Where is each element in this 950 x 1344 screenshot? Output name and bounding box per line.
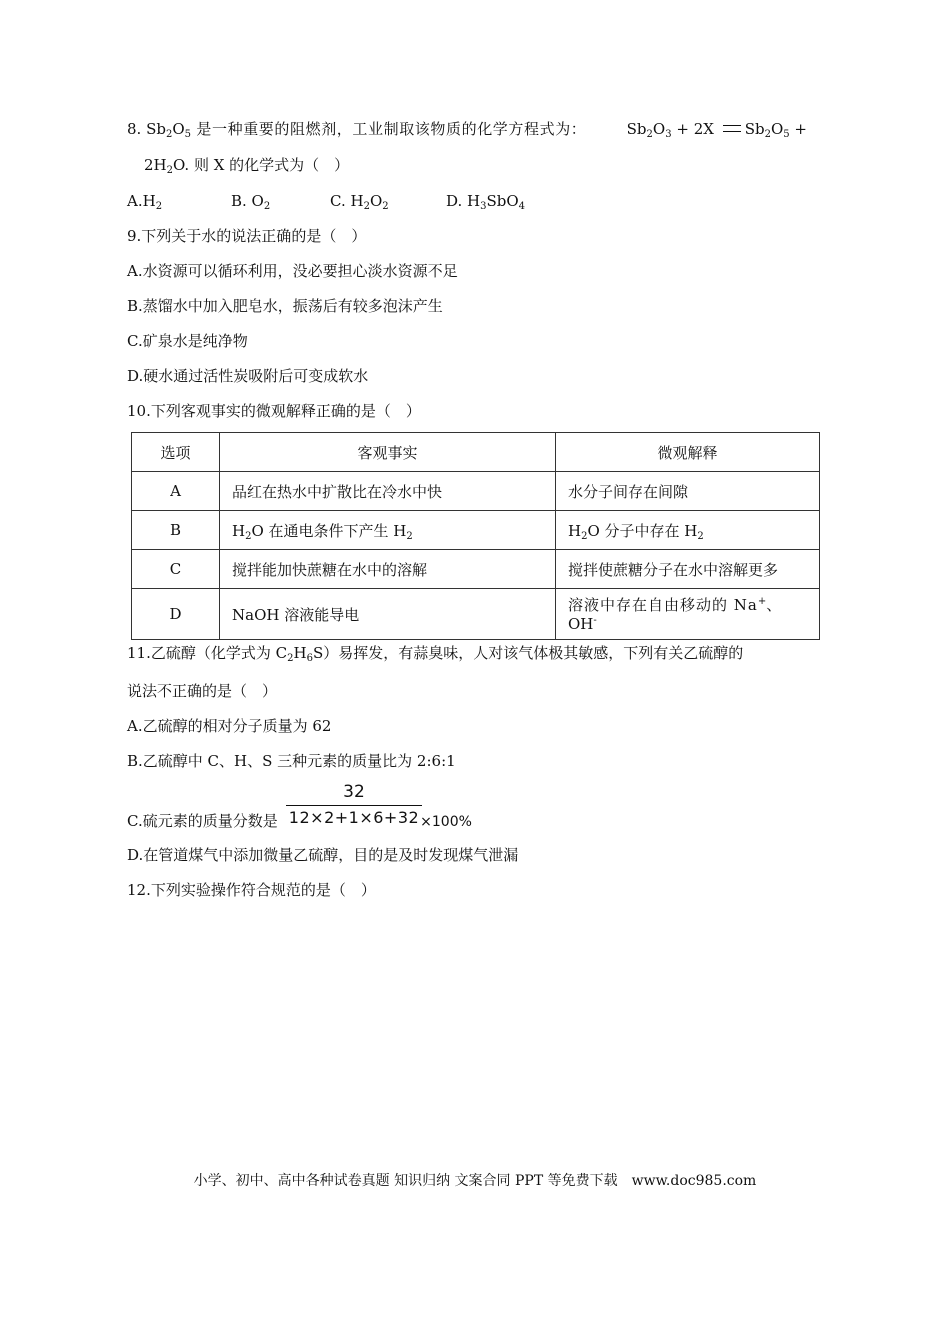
row-fact: NaOH 溶液能导电 <box>220 589 556 640</box>
fraction-numerator: 32 <box>343 782 365 802</box>
header-fact: 客观事实 <box>220 433 556 472</box>
header-explanation: 微观解释 <box>556 433 820 472</box>
q8-option-c: C. $H_2O_2$ <box>330 192 389 212</box>
q8-option-a: $A.H_2$ <box>127 192 163 212</box>
row-option: A <box>132 472 220 511</box>
q8-stem-line2: $2H_2O$. 则 X 的化学式为（ ） <box>144 156 350 176</box>
q12-stem: 12.下列实验操作符合规范的是（ ） <box>127 881 376 899</box>
q9-option-d: D.硬水通过活性炭吸附后可变成软水 <box>127 367 369 385</box>
table-header-row <box>132 433 820 472</box>
table-row <box>132 511 820 550</box>
row-option: D <box>132 589 220 640</box>
q11-stem-line1: 11.乙硫醇（化学式为 $C_2H_6S$）易挥发，有蒜臭味，人对该气体极其敏感，下列有关乙硫醇的 <box>127 644 744 664</box>
row-fact: 品红在热水中扩散比在冷水中快 <box>220 472 556 511</box>
q10-table <box>131 432 820 640</box>
table-row <box>132 472 820 511</box>
q11-stem-line2: 说法不正确的是（ ） <box>127 682 278 700</box>
table-row <box>132 550 820 589</box>
fraction-denominator: 12×2+1×6+32 <box>288 808 420 827</box>
q8-option-d: D. $H_3SbO_4$ <box>446 192 526 212</box>
q9-option-a: A.水资源可以循环利用，没必要担心淡水资源不足 <box>127 262 458 280</box>
row-option: C <box>132 550 220 589</box>
page-footer: 小学、初中、高中各种试卷真题 知识归纳 文案合同 PPT 等免费下载 www.doc985.com <box>193 1173 757 1189</box>
equals-arrow-icon <box>723 125 741 132</box>
row-explanation: 水分子间存在间隙 <box>556 472 820 511</box>
header-option: 选项 <box>132 433 220 472</box>
q8-equation: $Sb_2O_3 + 2X$ $Sb_2O_5$ + <box>626 120 807 140</box>
row-explanation: 搅拌使蔗糖分子在水中溶解更多 <box>556 550 820 589</box>
row-fact: $H_2O$ 在通电条件下产生 $H_2$ <box>220 511 556 550</box>
q11-option-b: B.乙硫醇中 C、H、S 三种元素的质量比为 2:6:1 <box>127 752 456 770</box>
row-explanation: $H_2O$ 分子中存在 $H_2$ <box>556 511 820 550</box>
q8-stem-text: 8. $Sb_2O_5$ 是一种重要的阻燃剂，工业制取该物质的化学方程式为： <box>127 120 587 140</box>
row-option: B <box>132 511 220 550</box>
q11-option-a: A.乙硫醇的相对分子质量为 62 <box>127 717 332 735</box>
q8-option-b: B. $O_2$ <box>231 192 271 212</box>
q9-option-b: B.蒸馏水中加入肥皂水，振荡后有较多泡沫产生 <box>127 297 443 315</box>
q11-option-c: C.硫元素的质量分数是 ×100% <box>127 812 472 830</box>
q8-stem-line1 <box>127 119 807 139</box>
q11-option-d: D.在管道煤气中添加微量乙硫醇，目的是及时发现煤气泄漏 <box>127 846 519 864</box>
q10-stem: 10.下列客观事实的微观解释正确的是（ ） <box>127 402 421 420</box>
row-fact: 搅拌能加快蔗糖在水中的溶解 <box>220 550 556 589</box>
table-row <box>132 589 820 640</box>
row-explanation: 溶液中存在自由移动的 Na+、 OH- <box>556 589 820 640</box>
q9-stem: 9.下列关于水的说法正确的是（ ） <box>127 227 367 245</box>
q9-option-c: C.矿泉水是纯净物 <box>127 332 248 350</box>
